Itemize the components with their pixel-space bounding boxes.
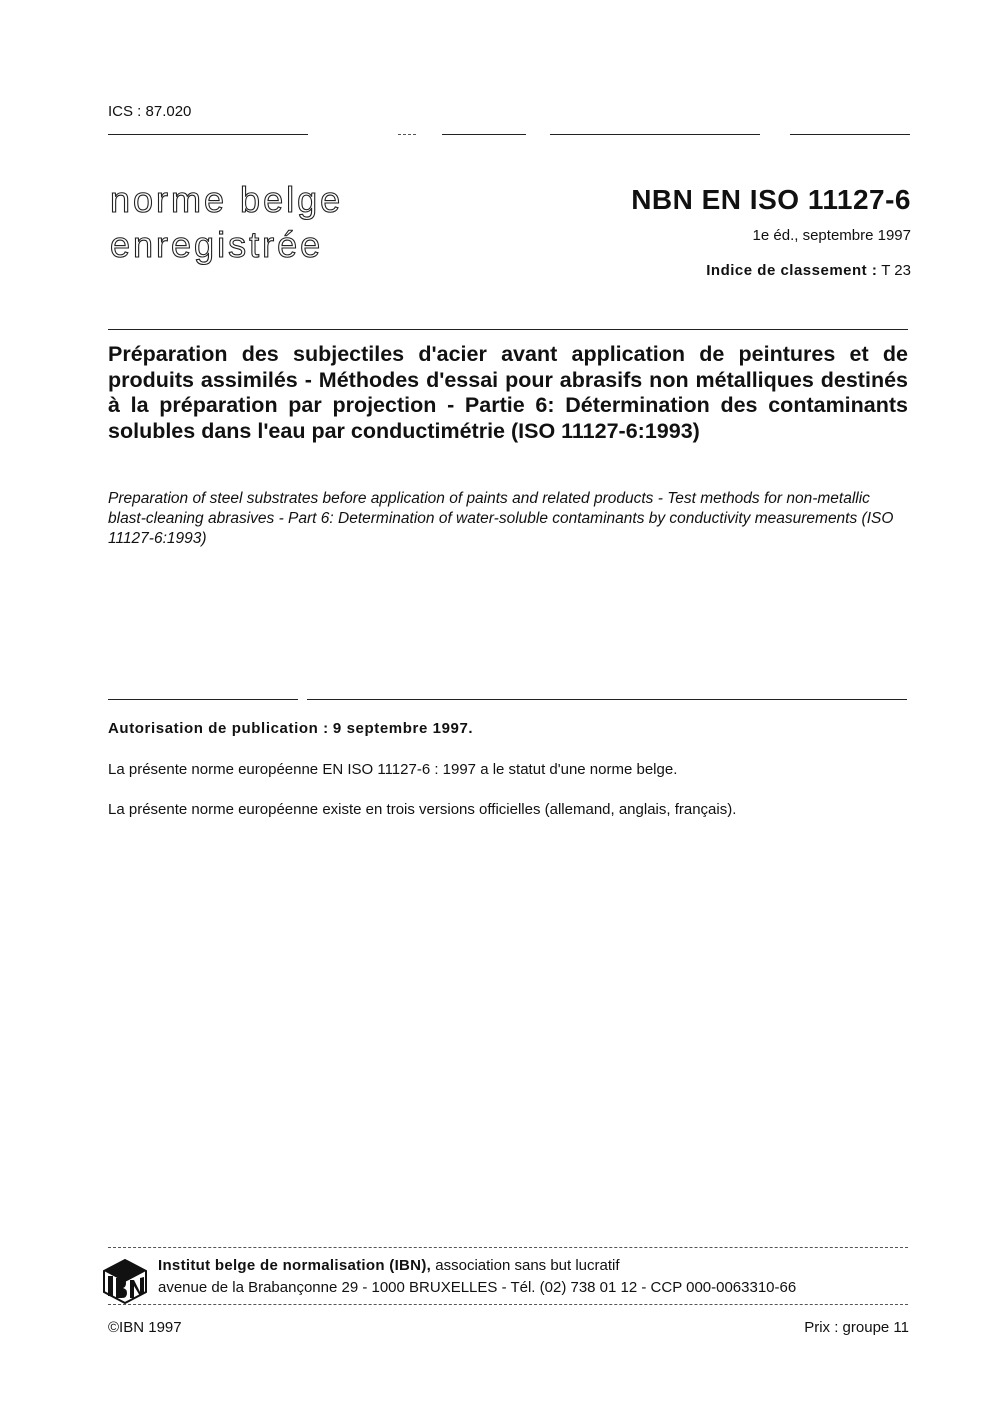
price-group: Prix : groupe 11 <box>804 1319 909 1336</box>
classement <box>706 262 911 279</box>
header-rule <box>442 134 526 135</box>
authorisation <box>108 720 473 737</box>
standard-number: NBN EN ISO 11127-6 <box>631 184 911 215</box>
authorisation-date: 9 septembre 1997. <box>332 720 474 737</box>
title-rule <box>108 329 908 330</box>
header-rule <box>398 134 416 135</box>
title-french: Préparation des subjectiles d'acier avant application de peintures et de produits assimilés - Méthodes d'essai pour abrasifs non métalliques destinés à la préparation par projection - Partie 6: Détermination des contaminants solubles dans l'eau par conductimétrie (ISO 11127-6:1993) <box>108 342 908 443</box>
institute-line <box>158 1257 620 1274</box>
classement-value: T 23 <box>881 262 911 279</box>
publication-rule <box>307 699 907 700</box>
copyright: ©IBN 1997 <box>108 1319 182 1336</box>
header-rule <box>790 134 910 135</box>
institute-name: Institut belge de normalisation (IBN), <box>158 1257 432 1274</box>
enregistree-heading: enregistrée <box>110 224 324 265</box>
classement-label: Indice de classement : <box>706 262 878 279</box>
authorisation-label: Autorisation de publication : <box>108 720 329 737</box>
institute-address: avenue de la Brabançonne 29 - 1000 BRUXELLES - Tél. (02) 738 01 12 - CCP 000-0063310-66 <box>158 1279 797 1296</box>
ibn-logo-icon <box>102 1258 148 1304</box>
norme-belge-heading: norme belge <box>110 179 344 220</box>
ics-code: ICS : 87.020 <box>108 103 192 120</box>
footer-rule <box>108 1247 908 1248</box>
header-rule <box>108 134 308 135</box>
header-rule <box>550 134 760 135</box>
status-paragraph: La présente norme européenne EN ISO 11127-6 : 1997 a le statut d'une norme belge. <box>108 761 678 778</box>
versions-paragraph: La présente norme européenne existe en trois versions officielles (allemand, anglais, français). <box>108 801 737 818</box>
edition: 1e éd., septembre 1997 <box>752 227 911 244</box>
title-english: Preparation of steel substrates before application of paints and related products - Test methods for non-metallic blast-cleaning abrasives - Part 6: Determination of water-soluble contaminants by conductivity measurements (ISO 11127-6:1993) <box>108 490 894 547</box>
institute-desc: association sans but lucratif <box>435 1257 620 1274</box>
ibn-logo <box>102 1258 148 1304</box>
footer-rule <box>108 1304 908 1305</box>
publication-rule <box>108 699 298 700</box>
